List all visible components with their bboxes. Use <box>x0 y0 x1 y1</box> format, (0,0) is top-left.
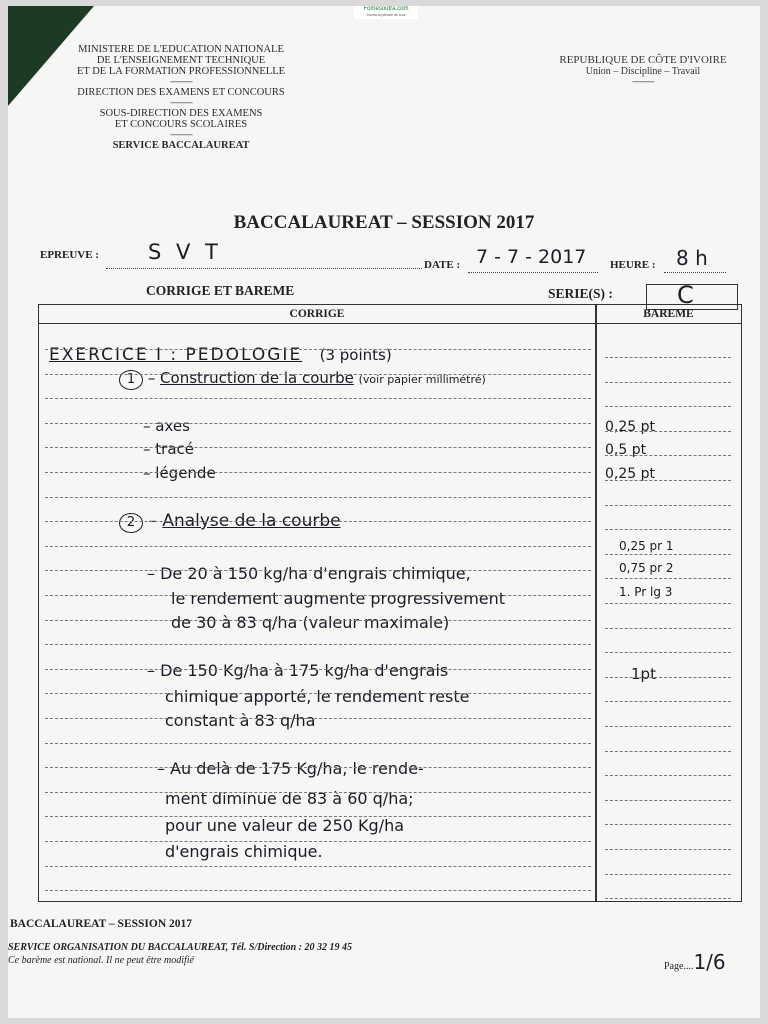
q1-item-legende-text: légende <box>155 464 216 482</box>
document-page <box>8 6 760 1018</box>
q1-item-axes-text: axes <box>155 417 190 435</box>
republic-header <box>543 54 743 85</box>
ruled-line <box>45 497 591 498</box>
ruled-line <box>45 620 591 621</box>
ruled-line <box>45 841 591 842</box>
corrige-column-header: CORRIGE <box>39 305 595 324</box>
corrige-bareme-heading: CORRIGE ET BAREME <box>146 283 295 298</box>
question-1-number: 1 <box>119 370 143 390</box>
ruled-line <box>45 521 591 522</box>
ruled-line <box>45 374 591 375</box>
question-2: 2 – Analyse de la courbe <box>119 511 341 533</box>
paragraph-1-line-1-text: De 20 à 150 kg/ha d'engrais chimique, <box>160 564 471 583</box>
ruled-line <box>605 874 731 875</box>
ruled-line <box>605 824 731 825</box>
q1-points-axes: 0,25 pt <box>605 419 655 435</box>
republic-motto: Union – Discipline – Travail <box>585 66 701 77</box>
page-value: 1/6 <box>693 950 726 974</box>
question-2-title: Analyse de la courbe <box>162 511 341 531</box>
separator: ----------- <box>632 76 654 86</box>
ruled-line <box>45 693 591 694</box>
ruled-line <box>45 423 591 424</box>
watermark-name: Fomesoutra.com <box>363 6 409 12</box>
q2-points-3: 1. Pr lg 3 <box>619 585 673 599</box>
paragraph-1-line-3: de 30 à 83 q/ha (valeur maximale) <box>171 613 450 632</box>
q1-item-legende: – légende <box>143 464 216 482</box>
ruled-line <box>45 570 591 571</box>
q1-item-axes: – axes <box>143 417 190 435</box>
ruled-line <box>45 447 591 448</box>
footer-service: SERVICE ORGANISATION DU BACCALAUREAT, Tél. S/Direction : 20 32 19 45 <box>8 942 352 953</box>
footer-note: Ce barème est national. Il ne peut être modifié <box>8 955 194 966</box>
q1-points-trace: 0,5 pt <box>605 442 647 458</box>
exercise-title <box>49 345 392 365</box>
epreuve-value: S V T <box>148 240 222 264</box>
ruled-line <box>605 652 731 653</box>
ruled-line <box>605 751 731 752</box>
ruled-line <box>605 455 731 456</box>
ministry-line-3: ET DE LA FORMATION PROFESSIONNELLE <box>76 66 286 77</box>
exercise-points: (3 points) <box>319 346 392 364</box>
date-dotline <box>468 272 598 273</box>
watermark-tagline: Soutra la pensée de tous <box>366 13 406 17</box>
paragraph-3-line-3: pour une valeur de 250 Kg/ha <box>165 816 405 835</box>
ruled-line <box>605 726 731 727</box>
q2-points-2: 0,75 pr 2 <box>619 561 674 575</box>
ruled-line <box>45 767 591 768</box>
direction-line: DIRECTION DES EXAMENS ET CONCOURS <box>77 87 285 98</box>
paragraph-3-line-2: ment diminue de 83 à 60 q/ha; <box>165 789 414 808</box>
ruled-line <box>605 628 731 629</box>
ruled-line <box>605 529 731 530</box>
heure-dotline <box>664 272 726 273</box>
q1-item-trace-text: tracé <box>155 440 194 458</box>
ministry-line-2: DE L'ENSEIGNEMENT TECHNIQUE <box>96 55 266 66</box>
serie-value: C <box>677 281 694 309</box>
separator: ----------- <box>170 76 192 86</box>
ruled-line <box>45 743 591 744</box>
ruled-line <box>45 816 591 817</box>
epreuve-label: EPREUVE : <box>40 249 99 261</box>
heure-label: HEURE : <box>610 259 656 271</box>
paragraph-2-line-3: constant à 83 q/ha <box>165 711 316 730</box>
question-1: 1 – Construction de la courbe (voir papier millimétré) <box>119 369 486 390</box>
paragraph-2-line-1: – De 150 Kg/ha à 175 kg/ha d'engrais <box>147 661 449 680</box>
column-separator <box>595 305 597 901</box>
ruled-line <box>605 603 731 604</box>
ruled-line <box>605 406 731 407</box>
watermark-logo <box>354 6 418 19</box>
ruled-line <box>45 644 591 645</box>
ruled-line <box>45 349 591 350</box>
ruled-line <box>605 849 731 850</box>
ruled-line <box>45 718 591 719</box>
ruled-line <box>45 546 591 547</box>
page-label: Page.... <box>664 961 694 972</box>
bareme-column-header: BAREME <box>596 305 741 324</box>
ruled-line <box>45 890 591 891</box>
ruled-line <box>605 382 731 383</box>
service-line: SERVICE BACCALAUREAT <box>112 140 250 151</box>
ruled-line <box>605 677 731 678</box>
ruled-line <box>45 669 591 670</box>
epreuve-dotline <box>106 268 422 269</box>
q1-points-legende: 0,25 pt <box>605 466 655 482</box>
question-2-number: 2 <box>119 513 143 533</box>
ministry-header <box>56 44 306 151</box>
date-label: DATE : <box>424 259 461 271</box>
ruled-line <box>45 595 591 596</box>
ruled-line <box>605 505 731 506</box>
date-value: 7 - 7 - 2017 <box>476 246 587 268</box>
paragraph-2-line-1-text: De 150 Kg/ha à 175 kg/ha d'engrais <box>160 661 449 680</box>
sous-direction-line-1: SOUS-DIRECTION DES EXAMENS <box>99 108 263 119</box>
paragraph-3-line-1: – Au delà de 175 Kg/ha, le rende- <box>157 759 424 778</box>
footer-session: BACCALAUREAT – SESSION 2017 <box>10 918 193 930</box>
q1-item-trace: – tracé <box>143 440 194 458</box>
ruled-line <box>605 701 731 702</box>
ruled-line <box>605 775 731 776</box>
ruled-line <box>605 578 731 579</box>
ministry-line-1: MINISTERE DE L'EDUCATION NATIONALE <box>78 44 284 55</box>
ruled-line <box>605 357 731 358</box>
paragraph-2-line-2: chimique apporté, le rendement reste <box>165 687 470 706</box>
ruled-line <box>605 431 731 432</box>
question-1-note: (voir papier millimétré) <box>358 373 486 386</box>
exam-title: BACCALAUREAT – SESSION 2017 <box>233 212 535 233</box>
sous-direction-line-2: ET CONCOURS SCOLAIRES <box>114 119 248 130</box>
separator: ----------- <box>170 97 192 107</box>
ruled-line <box>45 472 591 473</box>
ruled-line <box>45 792 591 793</box>
paragraph-3-line-4: d'engrais chimique. <box>165 842 323 861</box>
ruled-line <box>45 398 591 399</box>
ruled-line <box>605 898 731 899</box>
republic-name: REPUBLIQUE DE CÔTE D'IVOIRE <box>559 54 727 66</box>
q2-points-1: 0,25 pr 1 <box>619 539 674 553</box>
ruled-line <box>45 866 591 867</box>
ruled-line <box>605 554 731 555</box>
page-number <box>664 950 726 974</box>
exercise-title-text: EXERCICE I : PEDOLOGIE <box>49 345 303 365</box>
ruled-line <box>605 480 731 481</box>
paragraph-1-line-1: – De 20 à 150 kg/ha d'engrais chimique, <box>147 564 471 583</box>
paragraph-1-line-2: le rendement augmente progressivement <box>171 589 506 608</box>
separator: ----------- <box>170 129 192 139</box>
corrige-table <box>38 304 742 902</box>
ruled-line <box>605 800 731 801</box>
question-1-title: Construction de la courbe <box>160 369 354 387</box>
paragraph-2-points: 1pt <box>631 665 656 683</box>
paragraph-3-line-1-text: Au delà de 175 Kg/ha, le rende- <box>170 759 424 778</box>
heure-value: 8 h <box>676 246 708 270</box>
serie-label: SERIE(S) : <box>548 286 613 301</box>
